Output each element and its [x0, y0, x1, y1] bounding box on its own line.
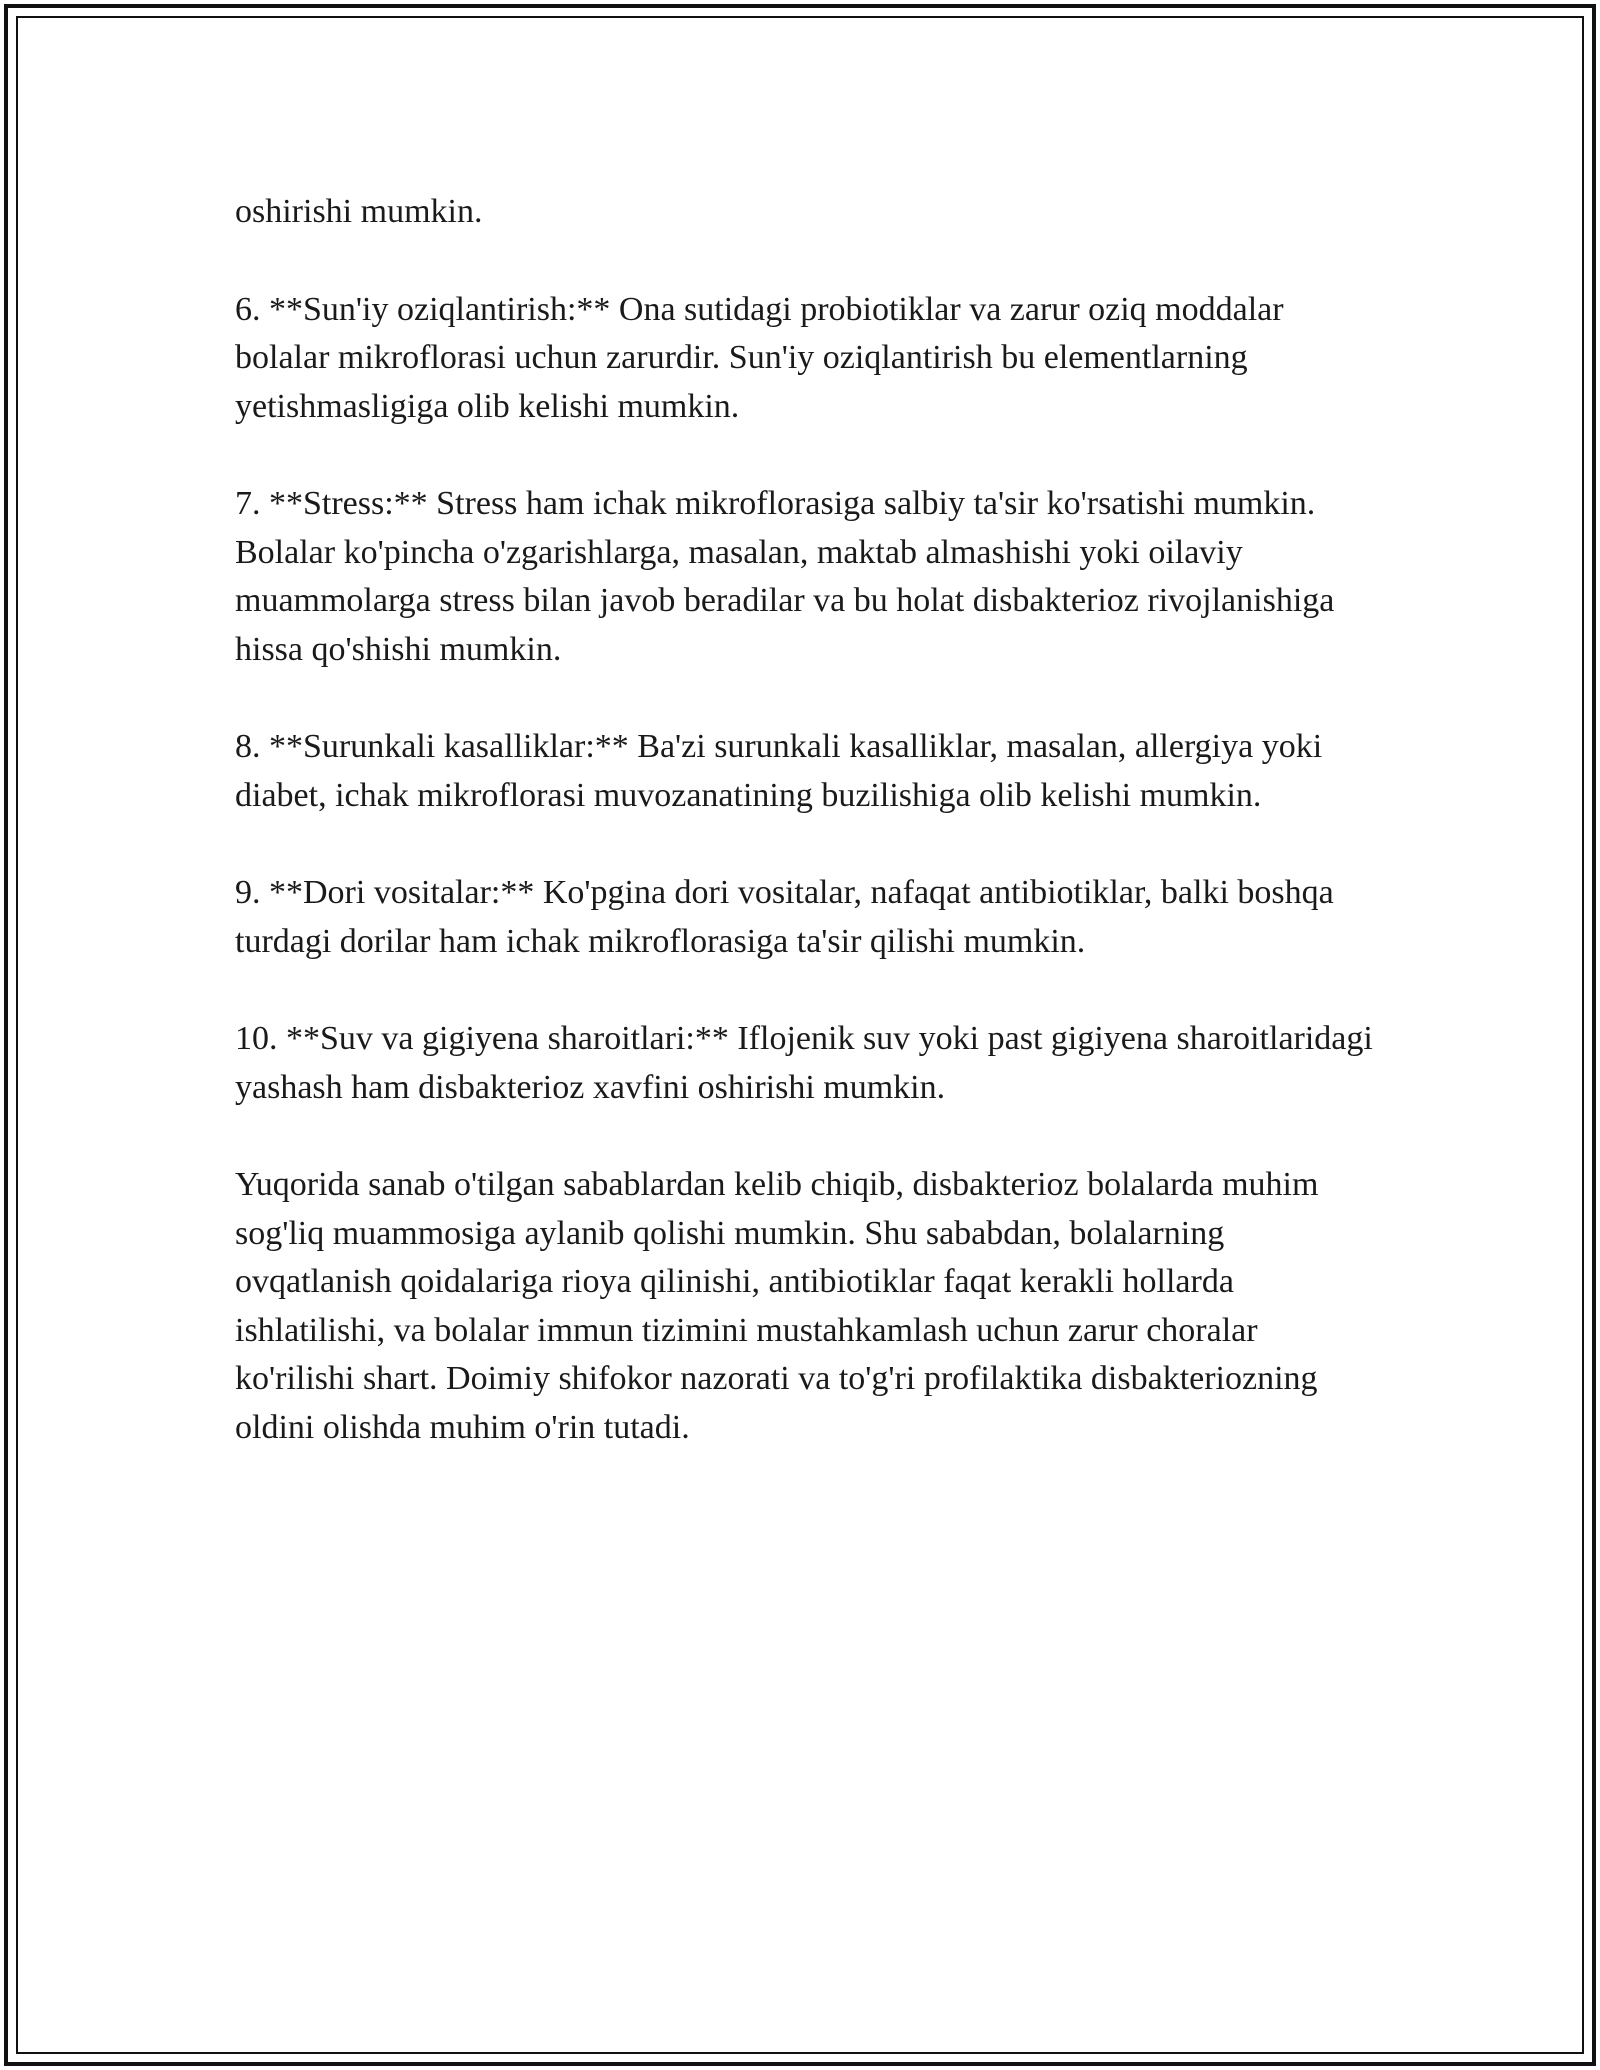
- paragraph-item-10: 10. **Suv va gigiyena sharoitlari:** Iflojenik suv yoki past gigiyena sharoitlaridagi yashash ham disbakterioz xavfini oshirishi mumkin.: [235, 1020, 1373, 1106]
- paragraph-item-9: 9. **Dori vositalar:** Ko'pgina dori vositalar, nafaqat antibiotiklar, balki boshqa turdagi dorilar ham ichak mikroflorasiga ta'sir qilishi mumkin.: [235, 874, 1334, 960]
- paragraph-conclusion: Yuqorida sanab o'tilgan sabablardan kelib chiqib, disbakterioz bolalarda muhim sog'liq muammosiga aylanib qolishi mumkin. Shu sababdan, bolalarning ovqatlanish qoidalariga rioya qilinishi, antibiotiklar faqat kerakli hollarda ishlatilishi, va bolalar immun tizimini mustahkamlash uchun zarur choralar ko'rilishi shart. Doimiy shifokor nazorati va to'g'ri profilaktika disbakteriozning oldini olishda muhim o'rin tutadi.: [235, 1166, 1319, 1446]
- paragraph-item-8: 8. **Surunkali kasalliklar:** Ba'zi surunkali kasalliklar, masalan, allergiya yoki diabet, ichak mikroflorasi muvozanatining buzilishiga olib kelishi mumkin.: [235, 728, 1323, 814]
- paragraph-item-7: 7. **Stress:** Stress ham ichak mikroflorasiga salbiy ta'sir ko'rsatishi mumkin. Bolalar ko'pincha o'zgarishlarga, masalan, maktab almashishi yoki oilaviy muammolarga stress bilan javob beradilar va bu holat disbakterioz rivojlanishiga hissa qo'shishi mumkin.: [235, 485, 1335, 668]
- paragraph-continuation: oshirishi mumkin.: [235, 193, 483, 230]
- paragraph-item-6: 6. **Sun'iy oziqlantirish:** Ona sutidagi probiotiklar va zarur oziq moddalar bolalar mikroflorasi uchun zarurdir. Sun'iy oziqlantirish bu elementlarning yetishmasligiga olib kelishi mumkin.: [235, 290, 1284, 425]
- document-body: [235, 188, 1375, 1501]
